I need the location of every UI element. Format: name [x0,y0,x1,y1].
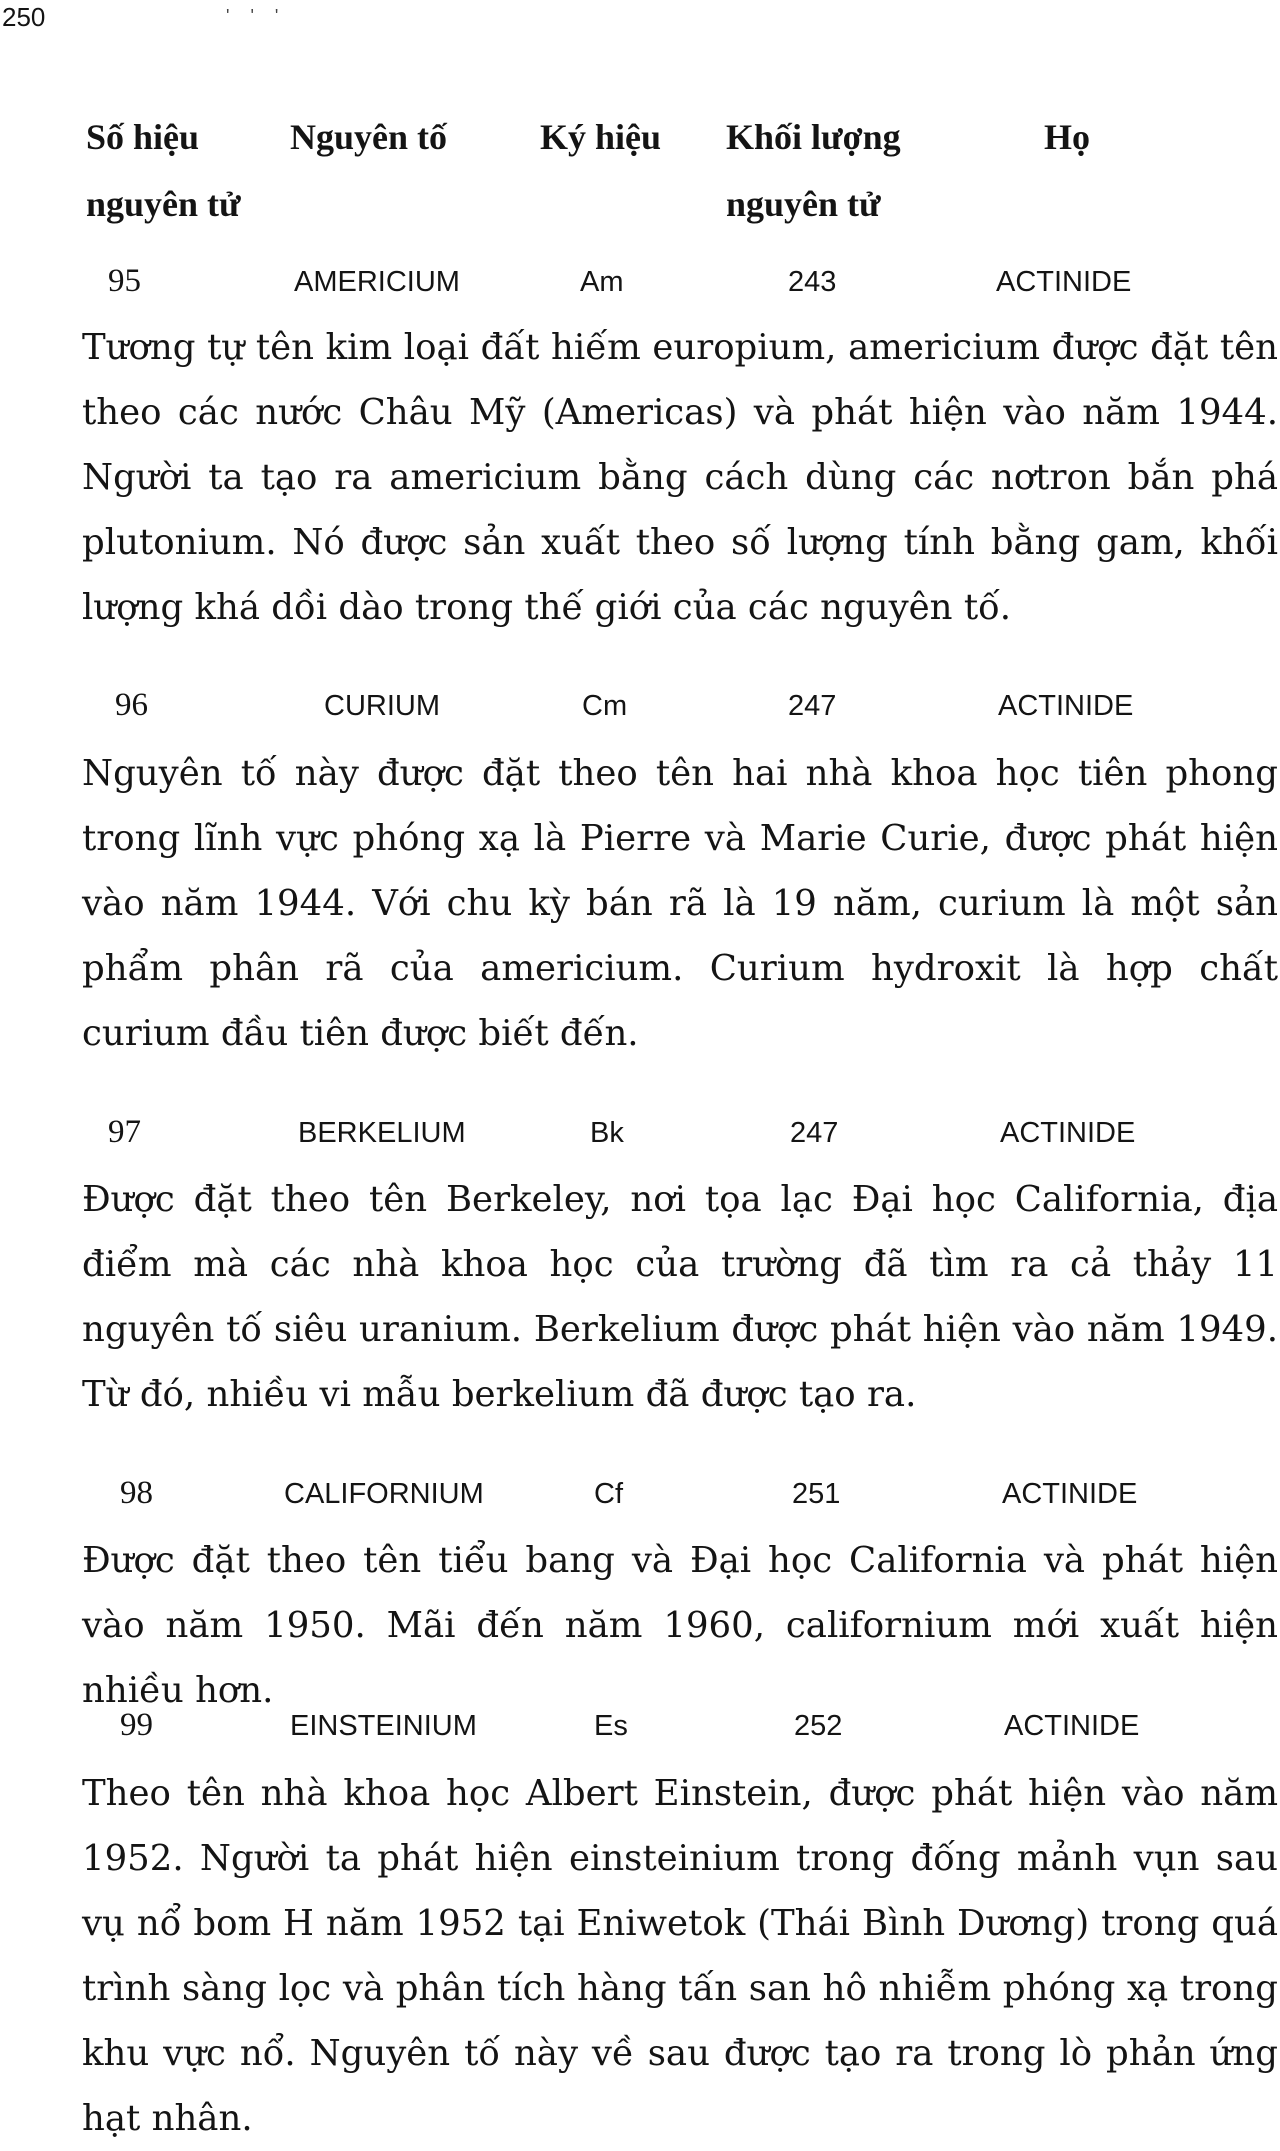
atomic-number: 99 [120,1707,153,1743]
element-description: Được đặt theo tên tiểu bang và Đại học California và phát hiện vào năm 1950. Mãi đến năm 1960, californium mới xuất hiện nhiều hơn. [82,1540,1278,1711]
column-header-atomic-number: Số hiệu nguyên tử [86,117,241,224]
element-symbol: Cf [594,1478,623,1510]
element-family: ACTINIDE [998,690,1134,722]
column-header-family: Họ [1044,117,1091,157]
atomic-number: 98 [120,1475,153,1511]
element-symbol: Bk [590,1117,624,1149]
atomic-mass: 243 [788,266,837,298]
element-description: Theo tên nhà khoa học Albert Einstein, được phát hiện vào năm 1952. Người ta phát hiện einsteinium trong đống mảnh vụn sau vụ nổ bom H năm 1952 tại Eniwetok (Thái Bình Dương) trong quá trình sàng lọc và phân tích hàng tấn san hô nhiễm phóng xạ trong khu vực nổ. Nguyên tố này về sau được tạo ra trong lò phản ứng hạt nhân. [82,1773,1278,2139]
element-family: ACTINIDE [1000,1117,1136,1149]
element-description: Tương tự tên kim loại đất hiếm europium, americium được đặt tên theo các nước Châu Mỹ (Americas) và phát hiện vào năm 1944. Người ta tạo ra americium bằng cách dùng các nơtron bắn phá plutonium. Nó được sản xuất theo số lượng tính bằng gam, khối lượng khá dồi dào trong thế giới của các nguyên tố. [82,327,1278,628]
element-symbol: Es [594,1710,628,1742]
element-symbol: Am [580,266,624,298]
column-header-element: Nguyên tố [290,117,448,157]
atomic-mass: 247 [788,690,837,722]
column-header-atomic-mass: Khối lượng nguyên tử [726,117,901,224]
page-number: 250 [2,2,46,32]
atomic-mass: 247 [790,1117,839,1149]
element-name: BERKELIUM [298,1117,466,1149]
column-header-symbol: Ký hiệu [540,117,662,157]
element-name: CURIUM [324,690,440,722]
element-name: EINSTEINIUM [290,1710,477,1742]
element-family: ACTINIDE [996,266,1132,298]
atomic-number: 96 [115,687,148,723]
element-name: AMERICIUM [294,266,460,298]
element-family: ACTINIDE [1004,1710,1140,1742]
running-header-marks: ' ' ' [226,6,287,26]
element-symbol: Cm [582,690,628,722]
element-name: CALIFORNIUM [284,1478,484,1510]
element-family: ACTINIDE [1002,1478,1138,1510]
atomic-number: 95 [108,263,141,299]
element-description: Được đặt theo tên Berkeley, nơi tọa lạc Đại học California, địa điểm mà các nhà khoa học của trường đã tìm ra cả thảy 11 nguyên tố siêu uranium. Berkelium được phát hiện vào năm 1949. Từ đó, nhiều vi mẫu berkelium đã được tạo ra. [82,1179,1278,1415]
atomic-mass: 251 [792,1478,841,1510]
element-description: Nguyên tố này được đặt theo tên hai nhà khoa học tiên phong trong lĩnh vực phóng xạ là Pierre và Marie Curie, được phát hiện vào năm 1944. Với chu kỳ bán rã là 19 năm, curium là một sản phẩm phân rã của americium. Curium hydroxit là hợp chất curium đầu tiên được biết đến. [82,753,1278,1054]
atomic-mass: 252 [794,1710,843,1742]
atomic-number: 97 [108,1114,141,1150]
